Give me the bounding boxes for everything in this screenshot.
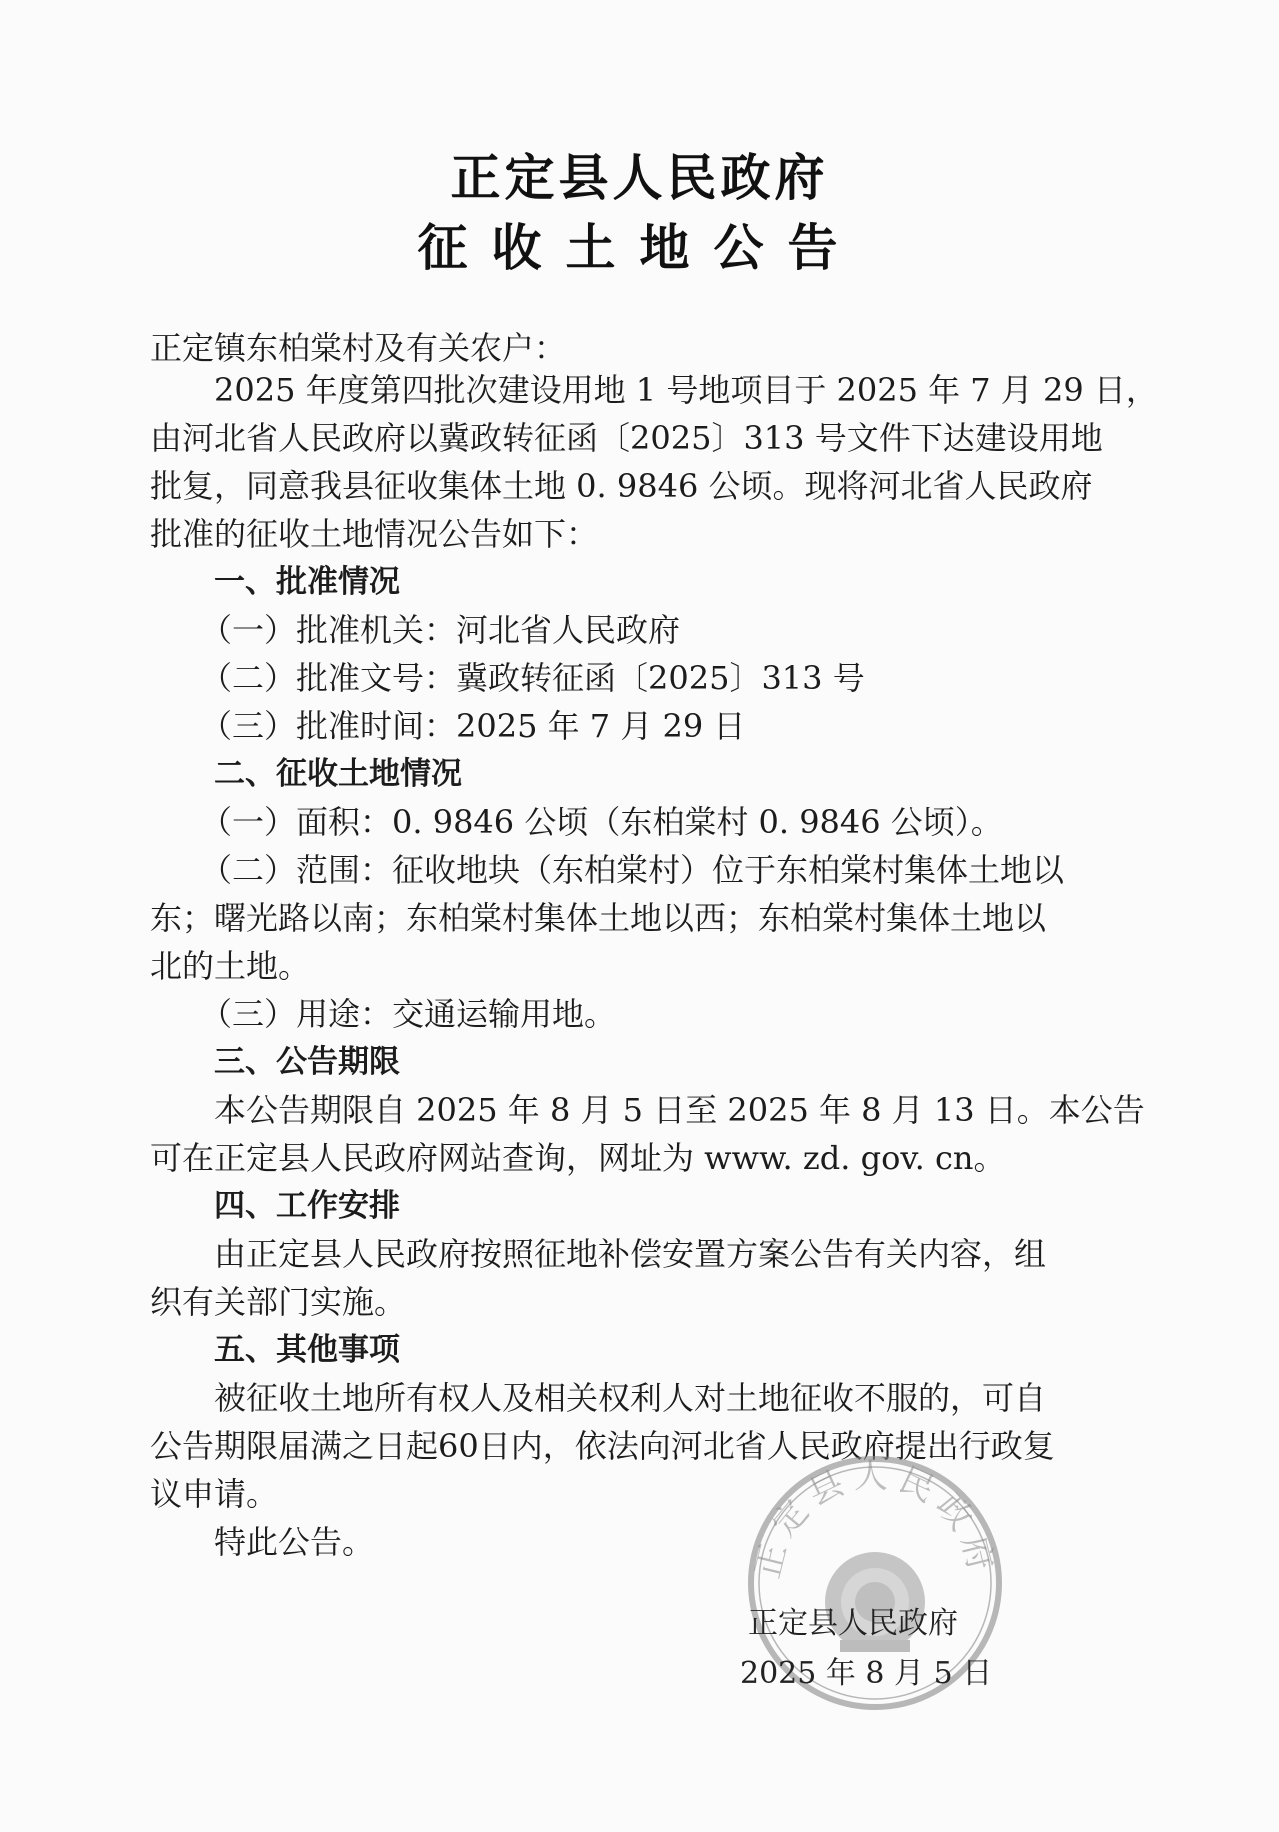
section-1-item-3: （三）批准时间：2025 年 7 月 29 日: [200, 707, 746, 745]
section-1-item-2: （二）批准文号：冀政转征函〔2025〕313 号: [200, 659, 865, 697]
addressee: 正定镇东柏棠村及有关农户：: [150, 329, 567, 367]
section-2-scope-1: （二）范围：征收地块（东柏棠村）位于东柏棠村集体土地以: [200, 851, 1065, 889]
section-3-line-1: 本公告期限自 2025 年 8 月 5 日至 2025 年 8 月 13 日。本公告: [214, 1091, 1145, 1129]
intro-line-3: 批复，同意我县征收集体土地 0. 9846 公顷。现将河北省人民政府: [150, 467, 1093, 505]
section-4-line-1: 由正定县人民政府按照征地补偿安置方案公告有关内容，组: [214, 1235, 1047, 1273]
section-3-line-2: 可在正定县人民政府网站查询，网址为 www. zd. gov. cn。: [150, 1139, 1006, 1177]
section-4-line-2: 织有关部门实施。: [150, 1283, 407, 1321]
signature-org: 正定县人民政府: [748, 1606, 958, 1641]
document-title: 正定县人民政府: [450, 149, 829, 207]
section-2-area: （一）面积：0. 9846 公顷（东柏棠村 0. 9846 公顷）。: [200, 803, 1003, 841]
closing-text: 特此公告。: [214, 1523, 375, 1561]
section-3-heading: 三、公告期限: [214, 1044, 400, 1080]
section-4-heading: 四、工作安排: [214, 1188, 400, 1224]
section-5-line-1: 被征收土地所有权人及相关权利人对土地征收不服的，可自: [214, 1379, 1047, 1417]
section-5-line-3: 议申请。: [150, 1475, 279, 1513]
section-2-scope-3: 北的土地。: [150, 947, 311, 985]
svg-text:正定县人民政府: 正定县人民政府: [747, 1456, 1003, 1583]
section-5-heading: 五、其他事项: [214, 1332, 400, 1368]
section-1-item-1: （一）批准机关：河北省人民政府: [200, 611, 681, 649]
intro-line-4: 批准的征收土地情况公告如下：: [150, 515, 599, 553]
intro-line-2: 由河北省人民政府以冀政转征函〔2025〕313 号文件下达建设用地: [150, 419, 1103, 457]
document-subtitle: 征收土地公告: [417, 219, 862, 277]
section-2-scope-2: 东；曙光路以南；东柏棠村集体土地以西；东柏棠村集体土地以: [150, 899, 1047, 937]
section-2-heading: 二、征收土地情况: [214, 756, 462, 792]
section-1-heading: 一、批准情况: [214, 564, 400, 600]
section-5-line-2: 公告期限届满之日起60日内，依法向河北省人民政府提出行政复: [150, 1427, 1055, 1465]
section-2-usage: （三）用途：交通运输用地。: [200, 995, 617, 1033]
signature-date: 2025 年 8 月 5 日: [740, 1656, 993, 1691]
intro-line-1: 2025 年度第四批次建设用地 1 号地项目于 2025 年 7 月 29 日，: [214, 371, 1158, 409]
